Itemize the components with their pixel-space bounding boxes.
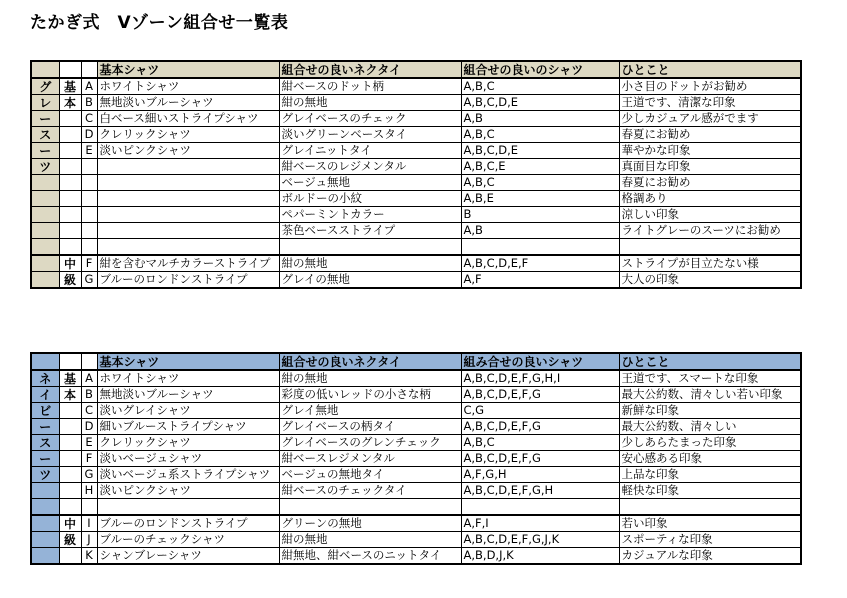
- shirt-cell: 淡いベージュ系ストライプシャツ: [97, 467, 279, 483]
- combo-cell: A,B,D,J,K: [461, 548, 619, 565]
- combo-cell: A,B,C,D,E: [461, 143, 619, 159]
- header-blank-cell: [31, 61, 59, 78]
- tie-cell: ボルドーの小紋: [279, 191, 461, 207]
- level-cell: 基: [59, 78, 81, 95]
- tie-cell: 彩度の低いレッドの小さな柄: [279, 387, 461, 403]
- tie-cell: グレイベースの柄タイ: [279, 419, 461, 435]
- shirt-cell: 細いブルーストライプシャツ: [97, 419, 279, 435]
- shirt-cell: ホワイトシャツ: [97, 370, 279, 387]
- shirt-column-header: 基本シャツ: [97, 353, 279, 370]
- comment-cell: カジュアルな印象: [619, 548, 801, 565]
- comment-column-header: ひとこと: [619, 61, 801, 78]
- table-row: [31, 499, 801, 516]
- comment-cell: 安心感ある印象: [619, 451, 801, 467]
- shirt-letter-cell: [81, 207, 97, 223]
- level-cell: 級: [59, 532, 81, 548]
- combo-cell: A,B: [461, 223, 619, 239]
- level-cell: [59, 111, 81, 127]
- level-cell: [59, 127, 81, 143]
- level-cell: [59, 207, 81, 223]
- comment-cell: 王道です、清潔な印象: [619, 95, 801, 111]
- category-char-cell: [31, 239, 59, 256]
- tie-cell: 紺無地、紺ベースのニットタイ: [279, 548, 461, 565]
- shirt-letter-cell: I: [81, 515, 97, 532]
- level-cell: [59, 451, 81, 467]
- shirt-cell: シャンブレーシャツ: [97, 548, 279, 565]
- shirt-cell: ブルーのロンドンストライプ: [97, 515, 279, 532]
- shirt-letter-cell: C: [81, 403, 97, 419]
- tie-cell: グレイベースのチェック: [279, 111, 461, 127]
- level-cell: [59, 548, 81, 565]
- comment-cell: 新鮮な印象: [619, 403, 801, 419]
- table-row: [31, 419, 801, 435]
- tie-cell: グレイの無地: [279, 272, 461, 289]
- shirt-letter-cell: H: [81, 483, 97, 499]
- shirt-cell: ブルーのチェックシャツ: [97, 532, 279, 548]
- shirt-letter-cell: [81, 499, 97, 516]
- comment-cell: 華やかな印象: [619, 143, 801, 159]
- table-row: [31, 515, 801, 532]
- tie-cell: グレイ無地: [279, 403, 461, 419]
- table-row: [31, 175, 801, 191]
- category-char-cell: [31, 272, 59, 289]
- category-char-cell: ー: [31, 143, 59, 159]
- table-row: [31, 451, 801, 467]
- level-cell: [59, 435, 81, 451]
- category-char-cell: [31, 191, 59, 207]
- comment-cell: 少しあらたまった印象: [619, 435, 801, 451]
- category-char-cell: グ: [31, 78, 59, 95]
- combo-cell: A,B: [461, 111, 619, 127]
- level-cell: [59, 403, 81, 419]
- tie-cell: ペパーミントカラー: [279, 207, 461, 223]
- shirt-letter-cell: C: [81, 111, 97, 127]
- comment-cell: 小さ目のドットがお勧め: [619, 78, 801, 95]
- level-cell: [59, 143, 81, 159]
- category-char-cell: ス: [31, 127, 59, 143]
- shirt-letter-cell: [81, 175, 97, 191]
- level-cell: [59, 499, 81, 516]
- comment-cell: 最大公約数、清々しい: [619, 419, 801, 435]
- comment-cell: ライトグレーのスーツにお勧め: [619, 223, 801, 239]
- combo-cell: A,B,C,D,E,F: [461, 255, 619, 272]
- level-cell: 本: [59, 387, 81, 403]
- table-row: [31, 532, 801, 548]
- shirt-cell: [97, 499, 279, 516]
- shirt-cell: [97, 207, 279, 223]
- tie-cell: 紺ベースレジメンタル: [279, 451, 461, 467]
- shirt-cell: 白ベース細いストライプシャツ: [97, 111, 279, 127]
- category-char-cell: [31, 532, 59, 548]
- tie-cell: グレイニットタイ: [279, 143, 461, 159]
- shirt-letter-cell: [81, 191, 97, 207]
- tie-cell: グリーンの無地: [279, 515, 461, 532]
- table-row: [31, 387, 801, 403]
- shirt-letter-cell: D: [81, 127, 97, 143]
- comment-cell: 上品な印象: [619, 467, 801, 483]
- shirt-cell: 淡いベージュシャツ: [97, 451, 279, 467]
- gray-suit-table: [30, 60, 802, 289]
- comment-cell: 涼しい印象: [619, 207, 801, 223]
- header-row: [31, 61, 801, 78]
- table-row: [31, 111, 801, 127]
- shirt-letter-cell: F: [81, 451, 97, 467]
- table-row: [31, 95, 801, 111]
- level-cell: [59, 467, 81, 483]
- category-char-cell: ツ: [31, 467, 59, 483]
- category-char-cell: ス: [31, 435, 59, 451]
- category-char-cell: ビ: [31, 403, 59, 419]
- combo-cell: C,G: [461, 403, 619, 419]
- tie-cell: 紺の無地: [279, 532, 461, 548]
- shirt-cell: [97, 223, 279, 239]
- comment-cell: 真面目な印象: [619, 159, 801, 175]
- category-char-cell: [31, 207, 59, 223]
- navy-suit-table: [30, 352, 802, 565]
- level-cell: [59, 239, 81, 256]
- shirt-letter-cell: K: [81, 548, 97, 565]
- category-char-cell: ツ: [31, 159, 59, 175]
- table-row: [31, 127, 801, 143]
- shirt-letter-cell: [81, 239, 97, 256]
- combo-cell: A,B,C: [461, 175, 619, 191]
- tie-cell: 紺の無地: [279, 95, 461, 111]
- tie-cell: ベージュの無地タイ: [279, 467, 461, 483]
- combo-cell: A,B,C: [461, 78, 619, 95]
- combo-cell: A,B,C,D,E,F,G,J,K: [461, 532, 619, 548]
- shirt-cell: クレリックシャツ: [97, 127, 279, 143]
- comment-cell: 少しカジュアル感がでます: [619, 111, 801, 127]
- tie-cell: 紺ベースのチェックタイ: [279, 483, 461, 499]
- shirt-letter-cell: E: [81, 143, 97, 159]
- table-row: [31, 483, 801, 499]
- table-row: [31, 255, 801, 272]
- shirt-cell: [97, 159, 279, 175]
- combo-cell: A,F: [461, 272, 619, 289]
- header-blank-cell: [81, 61, 97, 78]
- tie-cell: ベージュ無地: [279, 175, 461, 191]
- shirt-letter-cell: B: [81, 95, 97, 111]
- level-cell: [59, 419, 81, 435]
- header-row: [31, 353, 801, 370]
- shirt-letter-cell: [81, 159, 97, 175]
- category-char-cell: [31, 548, 59, 565]
- header-blank-cell: [31, 353, 59, 370]
- shirt-cell: [97, 191, 279, 207]
- combo-cell: [461, 239, 619, 256]
- category-char-cell: ー: [31, 419, 59, 435]
- category-char-cell: [31, 223, 59, 239]
- table-row: [31, 143, 801, 159]
- table-row: [31, 403, 801, 419]
- tie-cell: 紺ベースのレジメンタル: [279, 159, 461, 175]
- shirt-letter-cell: D: [81, 419, 97, 435]
- level-cell: [59, 175, 81, 191]
- comment-cell: 若い印象: [619, 515, 801, 532]
- level-cell: 中: [59, 515, 81, 532]
- comment-column-header: ひとこと: [619, 353, 801, 370]
- shirt-letter-cell: A: [81, 370, 97, 387]
- tie-cell: 紺ベースのドット柄: [279, 78, 461, 95]
- comment-cell: 大人の印象: [619, 272, 801, 289]
- comment-cell: 王道です、スマートな印象: [619, 370, 801, 387]
- combo-cell: A,F,I: [461, 515, 619, 532]
- category-char-cell: [31, 175, 59, 191]
- combo-column-header: 組合せの良いのシャツ: [461, 61, 619, 78]
- category-char-cell: レ: [31, 95, 59, 111]
- page-title: たかぎ式 Vゾーン組合せ一覧表: [30, 13, 289, 33]
- category-char-cell: ー: [31, 451, 59, 467]
- level-cell: 基: [59, 370, 81, 387]
- table-row: [31, 370, 801, 387]
- shirt-cell: クレリックシャツ: [97, 435, 279, 451]
- comment-cell: ストライプが目立たない様: [619, 255, 801, 272]
- shirt-cell: [97, 175, 279, 191]
- category-char-cell: ー: [31, 111, 59, 127]
- comment-cell: [619, 239, 801, 256]
- level-cell: 本: [59, 95, 81, 111]
- tie-cell: [279, 499, 461, 516]
- tie-cell: 紺の無地: [279, 370, 461, 387]
- level-cell: 級: [59, 272, 81, 289]
- comment-cell: 春夏にお勧め: [619, 127, 801, 143]
- level-cell: [59, 159, 81, 175]
- comment-cell: 最大公約数、清々しい若い印象: [619, 387, 801, 403]
- table-row: [31, 207, 801, 223]
- combo-cell: A,B,C: [461, 435, 619, 451]
- comment-cell: スポーティな印象: [619, 532, 801, 548]
- shirt-letter-cell: E: [81, 435, 97, 451]
- combo-cell: A,B,C,D,E,F,G,H: [461, 483, 619, 499]
- tie-column-header: 組合せの良いネクタイ: [279, 61, 461, 78]
- header-blank-cell: [81, 353, 97, 370]
- shirt-column-header: 基本シャツ: [97, 61, 279, 78]
- table-row: [31, 239, 801, 256]
- table-row: [31, 78, 801, 95]
- combo-column-header: 組み合せの良いシャツ: [461, 353, 619, 370]
- category-char-cell: ネ: [31, 370, 59, 387]
- shirt-letter-cell: [81, 223, 97, 239]
- table-row: [31, 191, 801, 207]
- combo-cell: A,B,C,D,E: [461, 95, 619, 111]
- comment-cell: 春夏にお勧め: [619, 175, 801, 191]
- shirt-letter-cell: G: [81, 272, 97, 289]
- category-char-cell: イ: [31, 387, 59, 403]
- table-row: [31, 272, 801, 289]
- tie-cell: 淡いグリーンベースタイ: [279, 127, 461, 143]
- table-row: [31, 467, 801, 483]
- combo-cell: A,B,C,D,E,F,G: [461, 387, 619, 403]
- table-row: [31, 159, 801, 175]
- shirt-letter-cell: B: [81, 387, 97, 403]
- shirt-cell: 淡いピンクシャツ: [97, 143, 279, 159]
- combo-cell: A,B,C,D,E,F,G: [461, 451, 619, 467]
- header-blank-cell: [59, 353, 81, 370]
- shirt-letter-cell: A: [81, 78, 97, 95]
- combo-cell: A,B,C,E: [461, 159, 619, 175]
- shirt-cell: ホワイトシャツ: [97, 78, 279, 95]
- tie-cell: 紺の無地: [279, 255, 461, 272]
- level-cell: 中: [59, 255, 81, 272]
- header-blank-cell: [59, 61, 81, 78]
- shirt-letter-cell: G: [81, 467, 97, 483]
- comment-cell: [619, 499, 801, 516]
- shirt-cell: [97, 239, 279, 256]
- shirt-cell: 紺を含むマルチカラーストライプ: [97, 255, 279, 272]
- category-char-cell: [31, 515, 59, 532]
- comment-cell: 格調あり: [619, 191, 801, 207]
- combo-cell: B: [461, 207, 619, 223]
- table-row: [31, 435, 801, 451]
- level-cell: [59, 223, 81, 239]
- category-char-cell: [31, 483, 59, 499]
- combo-cell: A,B,C,D,E,F,G,H,I: [461, 370, 619, 387]
- category-char-cell: [31, 499, 59, 516]
- tie-cell: 茶色ベースストライプ: [279, 223, 461, 239]
- combo-cell: A,B,E: [461, 191, 619, 207]
- shirt-cell: 淡いピンクシャツ: [97, 483, 279, 499]
- combo-cell: A,B,C: [461, 127, 619, 143]
- shirt-cell: 無地淡いブルーシャツ: [97, 387, 279, 403]
- shirt-cell: 無地淡いブルーシャツ: [97, 95, 279, 111]
- comment-cell: 軽快な印象: [619, 483, 801, 499]
- combo-cell: A,B,C,D,E,F,G: [461, 419, 619, 435]
- tie-cell: [279, 239, 461, 256]
- tie-cell: グレイベースのグレンチェック: [279, 435, 461, 451]
- table-row: [31, 223, 801, 239]
- table-row: [31, 548, 801, 565]
- shirt-cell: 淡いグレイシャツ: [97, 403, 279, 419]
- shirt-cell: ブルーのロンドンストライプ: [97, 272, 279, 289]
- combo-cell: A,F,G,H: [461, 467, 619, 483]
- tie-column-header: 組合せの良いネクタイ: [279, 353, 461, 370]
- category-char-cell: [31, 255, 59, 272]
- level-cell: [59, 191, 81, 207]
- shirt-letter-cell: F: [81, 255, 97, 272]
- level-cell: [59, 483, 81, 499]
- combo-cell: [461, 499, 619, 516]
- shirt-letter-cell: J: [81, 532, 97, 548]
